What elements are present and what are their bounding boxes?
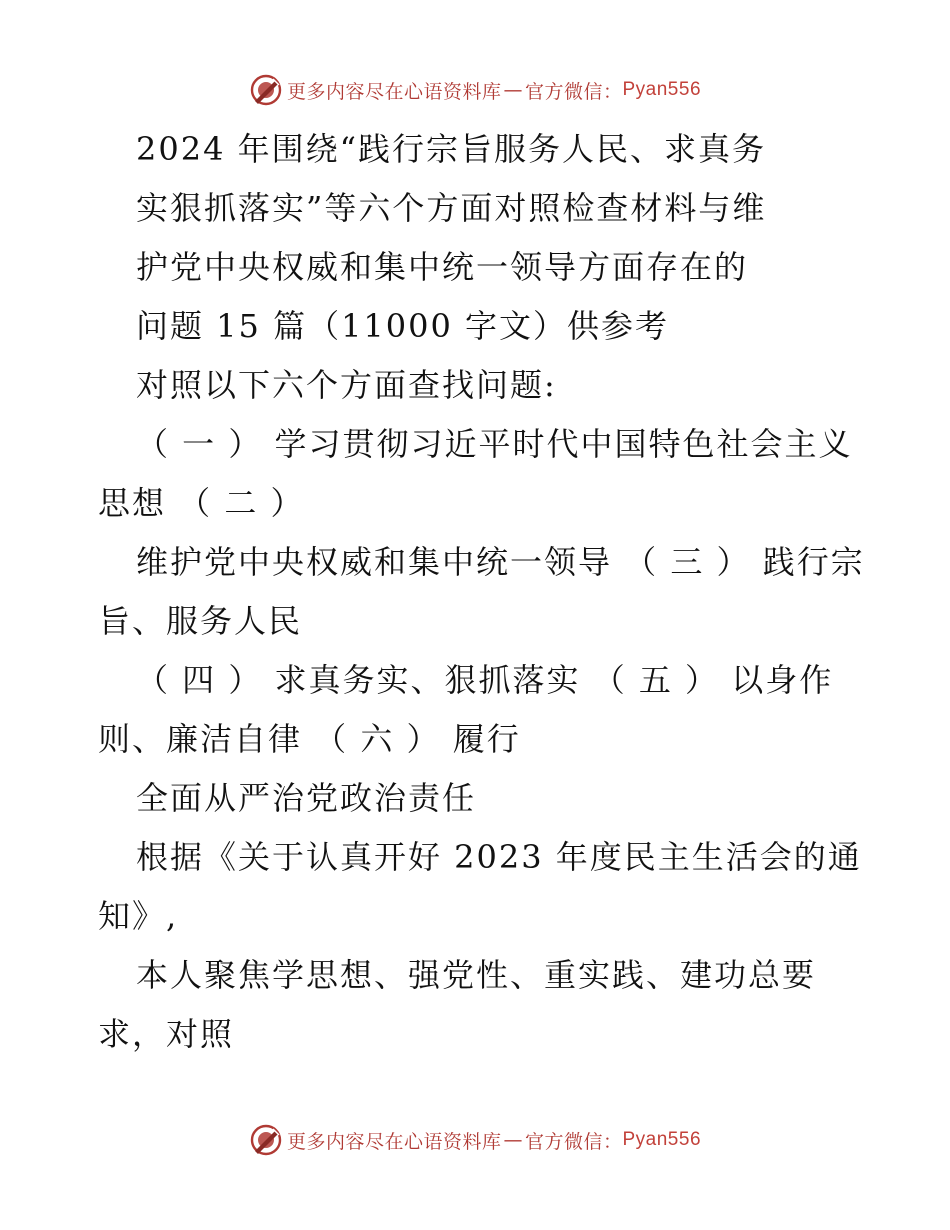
banner-main-text: 更多内容尽在心语资料库 [286,80,502,103]
banner-wechat-id: Pyan556 [622,79,702,100]
document-body [98,120,865,1064]
pen-seal-icon [249,1123,283,1157]
banner-separator: — [503,1129,523,1151]
text-line: 问题 15 篇（11000 字文）供参考 [136,307,670,345]
text-line: （ 一 ） 学习贯彻习近平时代中国特色社会主义 [136,425,853,463]
footer-banner [0,1120,950,1160]
text-line: 思想 （ 二 ） [98,484,305,522]
text-line: 实狠抓落实”等六个方面对照检查材料与维 [136,189,767,227]
text-line: 全面从严治党政治责任 [136,779,477,817]
header-banner [0,70,950,110]
pen-seal-icon [249,73,283,107]
banner-main-text: 更多内容尽在心语资料库 [286,1130,502,1153]
text-line: 护党中央权威和集中统一领导方面存在的 [136,248,749,286]
text-line: 2024 年围绕“践行宗旨服务人民、求真务 [136,130,766,168]
text-line: （ 四 ） 求真务实、狠抓落实 （ 五 ） 以身作 [136,661,834,699]
banner-wechat-label: 官方微信： [524,1130,623,1153]
text-line: 对照以下六个方面查找问题: [136,366,557,404]
banner-wechat-label: 官方微信： [524,80,623,103]
text-line: 本人聚焦学思想、强党性、重实践、建功总要 [136,956,817,994]
banner-separator: — [503,79,523,101]
text-line: 维护党中央权威和集中统一领导 （ 三 ） 践行宗 [136,543,865,581]
text-line: 则、廉洁自律 （ 六 ） 履行 [98,720,521,758]
banner-wechat-id: Pyan556 [622,1129,702,1150]
text-line: 根据《关于认真开好 2023 年度民主生活会的通 [136,838,862,876]
text-line: 旨、服务人民 [98,602,303,640]
text-line: 求，对照 [98,1015,235,1053]
text-line: 知》, [98,897,179,935]
